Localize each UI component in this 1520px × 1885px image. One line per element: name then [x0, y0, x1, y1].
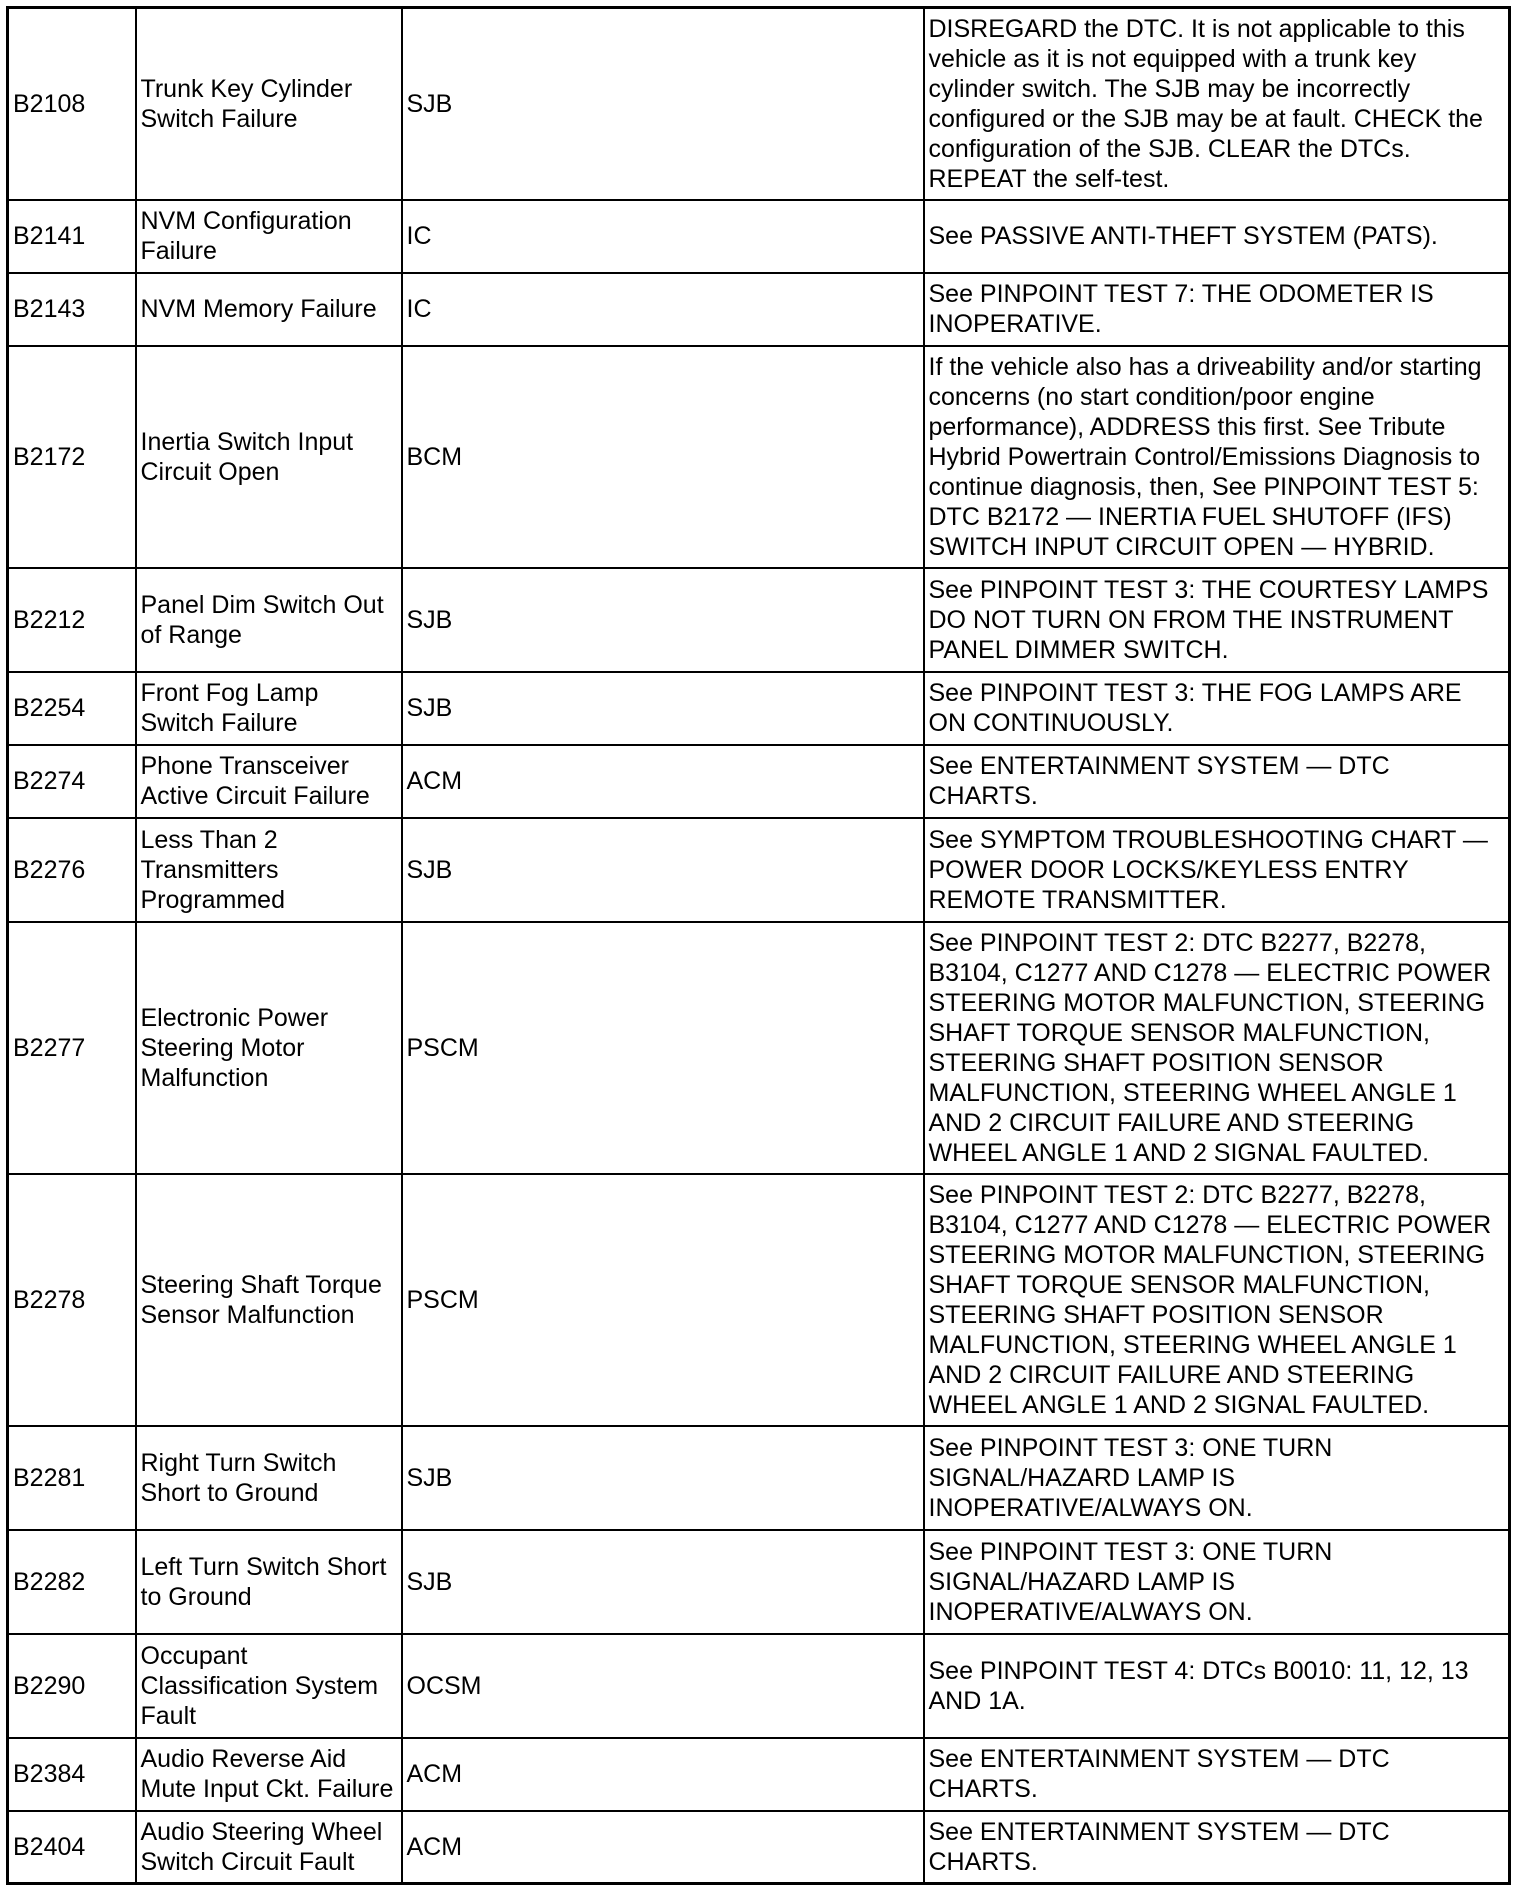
- dtc-code-cell: B2212: [8, 568, 136, 672]
- table-row: [8, 1738, 1510, 1811]
- table-row: [8, 273, 1510, 346]
- dtc-module-cell: SJB: [402, 8, 924, 200]
- dtc-code-cell: B2278: [8, 1174, 136, 1426]
- dtc-description-cell: Trunk Key Cylinder Switch Failure: [136, 8, 402, 200]
- dtc-action-cell: See PINPOINT TEST 4: DTCs B0010: 11, 12, 13 AND 1A.: [924, 1634, 1510, 1738]
- table-row: [8, 8, 1510, 200]
- dtc-code-cell: B2143: [8, 273, 136, 346]
- dtc-action-cell: See ENTERTAINMENT SYSTEM — DTC CHARTS.: [924, 1738, 1510, 1811]
- dtc-description-cell: Phone Transceiver Active Circuit Failure: [136, 745, 402, 818]
- dtc-action-cell: See PINPOINT TEST 3: ONE TURN SIGNAL/HAZARD LAMP IS INOPERATIVE/ALWAYS ON.: [924, 1426, 1510, 1530]
- dtc-action-cell: See PINPOINT TEST 3: ONE TURN SIGNAL/HAZARD LAMP IS INOPERATIVE/ALWAYS ON.: [924, 1530, 1510, 1634]
- dtc-code-cell: B2282: [8, 1530, 136, 1634]
- dtc-description-cell: Left Turn Switch Short to Ground: [136, 1530, 402, 1634]
- dtc-description-cell: Front Fog Lamp Switch Failure: [136, 672, 402, 745]
- dtc-description-cell: Panel Dim Switch Out of Range: [136, 568, 402, 672]
- dtc-action-cell: See PASSIVE ANTI-THEFT SYSTEM (PATS).: [924, 200, 1510, 273]
- dtc-description-cell: Electronic Power Steering Motor Malfunction: [136, 922, 402, 1174]
- dtc-action-cell: If the vehicle also has a driveability and/or starting concerns (no start condition/poor engine performance), ADDRESS this first. See Tribute Hybrid Powertrain Control/Emissions Diagnosis to continue diagnosis, then, See PINPOINT TEST 5: DTC B2172 — INERTIA FUEL SHUTOFF (IFS) SWITCH INPUT CIRCUIT OPEN — HYBRID.: [924, 346, 1510, 568]
- dtc-module-cell: ACM: [402, 1738, 924, 1811]
- dtc-module-cell: SJB: [402, 1426, 924, 1530]
- dtc-action-cell: See PINPOINT TEST 2: DTC B2277, B2278, B3104, C1277 AND C1278 — ELECTRIC POWER STEERING MOTOR MALFUNCTION, STEERING SHAFT TORQUE SENSOR MALFUNCTION, STEERING SHAFT POSITION SENSOR MALFUNCTION, STEERING WHEEL ANGLE 1 AND 2 CIRCUIT FAILURE AND STEERING WHEEL ANGLE 1 AND 2 SIGNAL FAULTED.: [924, 922, 1510, 1174]
- dtc-module-cell: IC: [402, 200, 924, 273]
- dtc-code-cell: B2274: [8, 745, 136, 818]
- dtc-code-cell: B2276: [8, 818, 136, 922]
- table-row: [8, 1530, 1510, 1634]
- dtc-module-cell: SJB: [402, 818, 924, 922]
- dtc-description-cell: Less Than 2 Transmitters Programmed: [136, 818, 402, 922]
- table-row: [8, 568, 1510, 672]
- table-row: [8, 346, 1510, 568]
- table-row: [8, 818, 1510, 922]
- dtc-action-cell: See PINPOINT TEST 7: THE ODOMETER IS INOPERATIVE.: [924, 273, 1510, 346]
- dtc-table: [6, 6, 1511, 1885]
- table-row: [8, 1426, 1510, 1530]
- dtc-description-cell: Steering Shaft Torque Sensor Malfunction: [136, 1174, 402, 1426]
- dtc-module-cell: ACM: [402, 745, 924, 818]
- dtc-action-cell: DISREGARD the DTC. It is not applicable to this vehicle as it is not equipped with a trunk key cylinder switch. The SJB may be incorrectly configured or the SJB may be at fault. CHECK the configuration of the SJB. CLEAR the DTCs. REPEAT the self-test.: [924, 8, 1510, 200]
- dtc-code-cell: B2172: [8, 346, 136, 568]
- dtc-module-cell: OCSM: [402, 1634, 924, 1738]
- dtc-code-cell: B2108: [8, 8, 136, 200]
- dtc-module-cell: ACM: [402, 1811, 924, 1884]
- dtc-description-cell: Audio Steering Wheel Switch Circuit Fault: [136, 1811, 402, 1884]
- dtc-description-cell: Occupant Classification System Fault: [136, 1634, 402, 1738]
- table-row: [8, 1634, 1510, 1738]
- table-row: [8, 745, 1510, 818]
- dtc-module-cell: PSCM: [402, 1174, 924, 1426]
- dtc-table-body: [8, 8, 1510, 1884]
- dtc-description-cell: NVM Memory Failure: [136, 273, 402, 346]
- dtc-description-cell: NVM Configuration Failure: [136, 200, 402, 273]
- table-row: [8, 200, 1510, 273]
- dtc-action-cell: See ENTERTAINMENT SYSTEM — DTC CHARTS.: [924, 1811, 1510, 1884]
- dtc-code-cell: B2404: [8, 1811, 136, 1884]
- dtc-code-cell: B2254: [8, 672, 136, 745]
- dtc-code-cell: B2277: [8, 922, 136, 1174]
- dtc-description-cell: Audio Reverse Aid Mute Input Ckt. Failure: [136, 1738, 402, 1811]
- table-row: [8, 1811, 1510, 1884]
- dtc-code-cell: B2290: [8, 1634, 136, 1738]
- dtc-code-cell: B2141: [8, 200, 136, 273]
- dtc-code-cell: B2281: [8, 1426, 136, 1530]
- dtc-module-cell: SJB: [402, 1530, 924, 1634]
- dtc-module-cell: BCM: [402, 346, 924, 568]
- dtc-action-cell: See PINPOINT TEST 3: THE COURTESY LAMPS DO NOT TURN ON FROM THE INSTRUMENT PANEL DIMMER SWITCH.: [924, 568, 1510, 672]
- dtc-description-cell: Inertia Switch Input Circuit Open: [136, 346, 402, 568]
- dtc-module-cell: SJB: [402, 568, 924, 672]
- dtc-module-cell: IC: [402, 273, 924, 346]
- dtc-action-cell: See SYMPTOM TROUBLESHOOTING CHART — POWER DOOR LOCKS/KEYLESS ENTRY REMOTE TRANSMITTER.: [924, 818, 1510, 922]
- dtc-description-cell: Right Turn Switch Short to Ground: [136, 1426, 402, 1530]
- dtc-action-cell: See ENTERTAINMENT SYSTEM — DTC CHARTS.: [924, 745, 1510, 818]
- dtc-module-cell: SJB: [402, 672, 924, 745]
- dtc-code-cell: B2384: [8, 1738, 136, 1811]
- dtc-action-cell: See PINPOINT TEST 2: DTC B2277, B2278, B3104, C1277 AND C1278 — ELECTRIC POWER STEERING MOTOR MALFUNCTION, STEERING SHAFT TORQUE SENSOR MALFUNCTION, STEERING SHAFT POSITION SENSOR MALFUNCTION, STEERING WHEEL ANGLE 1 AND 2 CIRCUIT FAILURE AND STEERING WHEEL ANGLE 1 AND 2 SIGNAL FAULTED.: [924, 1174, 1510, 1426]
- table-row: [8, 1174, 1510, 1426]
- dtc-action-cell: See PINPOINT TEST 3: THE FOG LAMPS ARE ON CONTINUOUSLY.: [924, 672, 1510, 745]
- table-row: [8, 922, 1510, 1174]
- dtc-module-cell: PSCM: [402, 922, 924, 1174]
- table-row: [8, 672, 1510, 745]
